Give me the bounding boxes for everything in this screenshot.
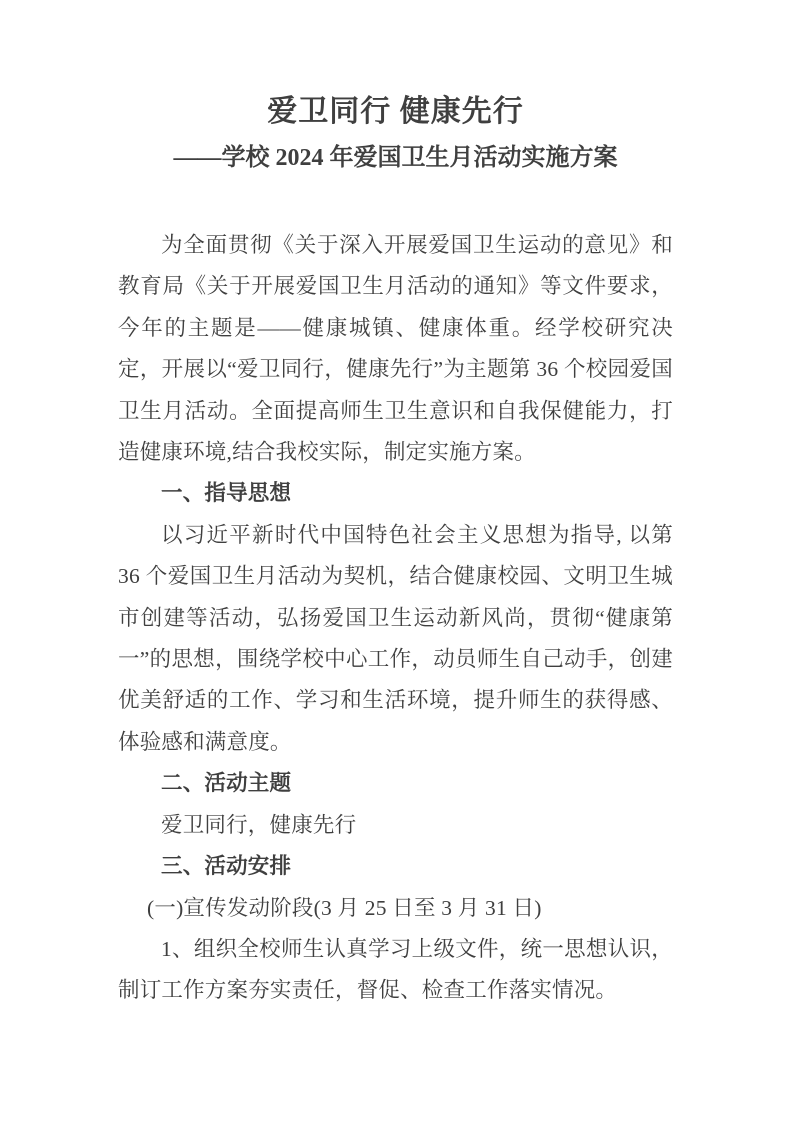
paragraph: 爱卫同行，健康先行 [161, 812, 357, 837]
paragraph: 1、组织全校师生认真学习上级文件，统一思想认识，制订工作方案夯实责任，督促、检查工作落实情况。 [118, 936, 673, 1003]
paragraph: 为全面贯彻《关于深入开展爱国卫生运动的意见》和教育局《关于开展爱国卫生月活动的通知》等文件要求，今年的主题是——健康城镇、健康体重。经学校研究决定，开展以“爱卫同行，健康先行”为主题第 36 个校园爱国卫生月活动。全面提高师生卫生意识和自我保健能力，打造健康环境,结合我校实际，制定实施方案。 [118, 233, 673, 465]
document-subtitle: ——学校 2024 年爱国卫生月活动实施方案 [173, 145, 618, 171]
paragraph: (一)宣传发动阶段(3 月 25 日至 3 月 31 日) [147, 895, 542, 920]
document-body [118, 225, 673, 1012]
section-heading: 二、活动主题 [161, 771, 292, 796]
paragraph: 以习近平新时代中国特色社会主义思想为指导, 以第 36 个爱国卫生月活动为契机，结合健康校园、文明卫生城市创建等活动，弘扬爱国卫生运动新风尚，贯彻“健康第一”的思想，围绕学校中心工作，动员师生自己动手，创建优美舒适的工作、学习和生活环境，提升师生的获得感、体验感和满意度。 [118, 522, 673, 754]
section-heading: 三、活动安排 [161, 854, 292, 879]
document-title: 爱卫同行 健康先行 [267, 95, 524, 128]
section-heading: 一、指导思想 [161, 481, 292, 506]
